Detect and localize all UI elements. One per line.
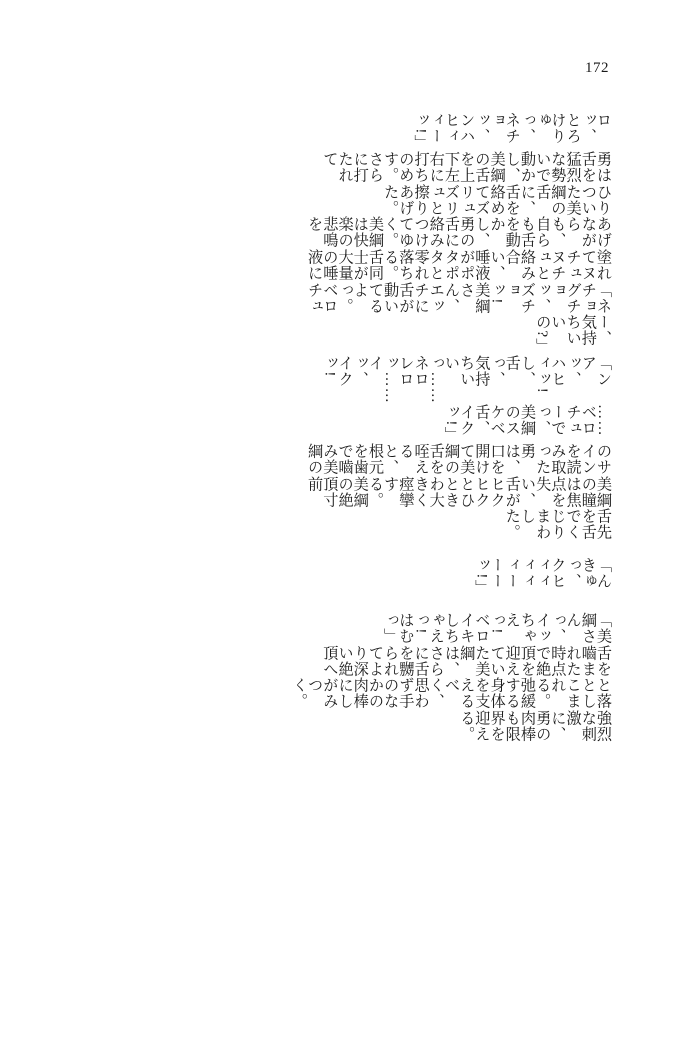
text-column: 舌を嚙まれた時点で絶頂を迎えていた美綱は、さらに舌を嬲られてより深い絶頂へ bbox=[321, 644, 612, 678]
text-column: 「んきゅっ、クヒィィィィィーーーッ!」 bbox=[473, 557, 612, 596]
text-column: 強烈な刺激に、勇の肉棒も限界を迎える。 bbox=[458, 710, 612, 743]
text-column: と落としこまれる。弛緩する身体を支えるべく、思わず手のなかの肉棒にしがみつく。 bbox=[290, 677, 612, 711]
text-column: 「美綱さんっ、イッちゃえっ! ベロイキしちゃえっ! はむっ」 bbox=[382, 611, 612, 645]
text-column: ……ベロチューでっ、美綱のスケベ舌、イクッ!」 bbox=[442, 404, 612, 443]
body-text-block bbox=[62, 112, 611, 984]
text-column: 「ンアッ、ハヒィッ! し、舌っ、気持ちいいっ……ネロレロッ……イッ、イクッ! bbox=[321, 355, 612, 405]
text-column: あげながらも、自らも舌を動かし、勇の舌に絡みつけてゆく。美綱は快楽の悲鳴を bbox=[306, 216, 612, 250]
text-column: ー、気持ちいいの?」 bbox=[534, 314, 612, 356]
text-column: のサインを読み取った勇は、口を開けて美綱の舌を咥えると、根元を歯で嚙み美綱の bbox=[306, 442, 612, 476]
text-column: 舌先を舌でくじりまわした。 bbox=[503, 508, 612, 542]
text-column: 「ネチョグチョッ、ズチョッ! 美綱さん、エッチに舌が動いてるよっ。ベロチュ bbox=[306, 281, 612, 315]
text-column: ひりついた美綱の舌に、舌を絡めてズリュズリュと擦りあげた。 bbox=[382, 183, 612, 217]
page-number: 172 bbox=[585, 60, 609, 76]
text-column: ロッ、とろけりゅっ、ネチョッ、ンハヒィィーッ!」 bbox=[412, 112, 612, 151]
text-column: 美綱の瞳は焦点を失い、舌がヒクヒクとひときわ大きく痙攣する。美綱の絶頂寸前 bbox=[306, 475, 612, 509]
text-column: 塗れてヌチュヌチュと絡み合い、唾液がポタポタと零れ落ちる。舌同士が大量の唾液に bbox=[306, 249, 612, 282]
text-column: 勇は舌を猛烈な勢いで動かし、美綱の舌を上下左右に打ちのめす。さらに打たれて bbox=[321, 150, 612, 184]
